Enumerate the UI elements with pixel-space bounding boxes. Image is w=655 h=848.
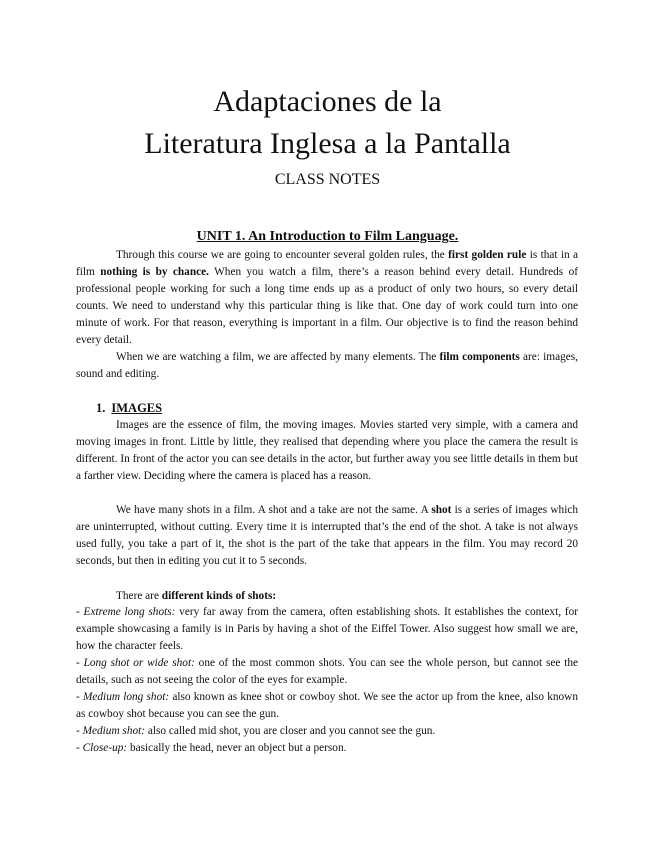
section-label: IMAGES — [111, 401, 163, 415]
shot-description: one of the most common shots. You can see the whole person, but cannot see the details, such as not seeing the color of the eyes for example. — [76, 657, 578, 686]
list-item: - Close-up: basically the head, never an object but a person. — [76, 742, 347, 754]
intro-paragraph-1 — [76, 247, 578, 349]
shots-intro-text: There are — [116, 590, 162, 602]
document-title-line-2: Literatura Inglesa a la Pantalla — [144, 127, 511, 160]
intro-p2-text-c: are: images, sound and editing. — [76, 351, 578, 380]
images-p2-text-a: We have many shots in a film. A shot and a take are not the same. A — [116, 504, 432, 516]
section-number: 1. — [96, 401, 106, 415]
intro-p1-text-a: Through this course we are going to encounter several golden rules, the — [116, 249, 449, 261]
film-components-emphasis: film components — [439, 351, 520, 363]
intro-p1-text-e: When you watch a film, there’s a reason behind every detail. Hundreds of professional people working for such a long time ends up as a product of only two hours, so every detail counts. We need to understand why this particular thing is like that. One day of work could turn into one minute of work. For that reason, everything is important in a film. Our objective is to find the reason behind every detail. — [76, 266, 578, 346]
first-golden-rule-emphasis: first golden rule — [448, 249, 527, 261]
shot-term: Close-up: — [82, 742, 128, 754]
shot-emphasis: shot — [431, 504, 452, 516]
shot-description: also known as knee shot or cowboy shot. We see the actor up from the knee, also known as cowboy shot because you can see the gun. — [76, 691, 578, 720]
unit-heading: UNIT 1. An Introduction to Film Language. — [196, 229, 459, 244]
shot-term: Extreme long shots: — [83, 606, 176, 618]
shot-term: Long shot or wide shot: — [83, 657, 195, 669]
intro-p1-text-c: is that in a film — [76, 249, 578, 278]
images-p2-text-c: is a series of images which are uninterrupted, without cutting. Every time it is interrupted that’s the end of the shot. A take is not always used fully, you take a part of it, the shot is the part of the take that appears in the film. You may record 20 seconds, but then in editing you cut it to 5 seconds. — [76, 504, 578, 567]
kinds-of-shots-emphasis: different kinds of shots: — [161, 590, 277, 602]
shot-term: Medium shot: — [82, 725, 146, 737]
shot-description: basically the head, never an object but a person. — [127, 742, 347, 754]
shots-intro — [116, 588, 276, 605]
shot-term: Medium long shot: — [82, 691, 170, 703]
document-title-line-1: Adaptaciones de la — [213, 85, 442, 118]
images-paragraph-1: Images are the essence of film, the moving images. Movies started very simple, with a camera and moving images in front. Little by little, they realised that depending where you place the camera the result is different. In front of the actor you can see details in the actor, but further away you see little details in them but a farther view. Deciding where the camera is placed has a reason. — [76, 419, 578, 482]
shot-types-list — [76, 604, 578, 757]
intro-p2-text-a: When we are watching a film, we are affected by many elements. The — [116, 351, 440, 363]
list-item: - Long shot or wide shot: one of the most common shots. You can see the whole person, but cannot see the details, such as not seeing the color of the eyes for example. — [76, 657, 578, 686]
images-paragraph-2 — [76, 502, 578, 570]
list-item: - Extreme long shots: very far away from the camera, often establishing shots. It establishes the context, for example showcasing a family is in Paris by having a shot of the Eiffel Tower. Also suggest how small we are, how the character feels. — [76, 606, 578, 652]
nothing-by-chance-emphasis: nothing is by chance. — [100, 266, 209, 278]
list-item: - Medium shot: also called mid shot, you are closer and you cannot see the gun. — [76, 725, 436, 737]
shot-description: also called mid shot, you are closer and you cannot see the gun. — [145, 725, 436, 737]
document-subtitle: CLASS NOTES — [274, 171, 381, 188]
intro-paragraph-2 — [76, 349, 578, 383]
shot-description: very far away from the camera, often establishing shots. It establishes the context, for example showcasing a family is in Paris by having a shot of the Eiffel Tower. Also suggest how small we are, how the character feels. — [76, 606, 578, 652]
list-item: - Medium long shot: also known as knee shot or cowboy shot. We see the actor up from the knee, also known as cowboy shot because you can see the gun. — [76, 691, 578, 720]
section-heading-images — [96, 400, 162, 417]
